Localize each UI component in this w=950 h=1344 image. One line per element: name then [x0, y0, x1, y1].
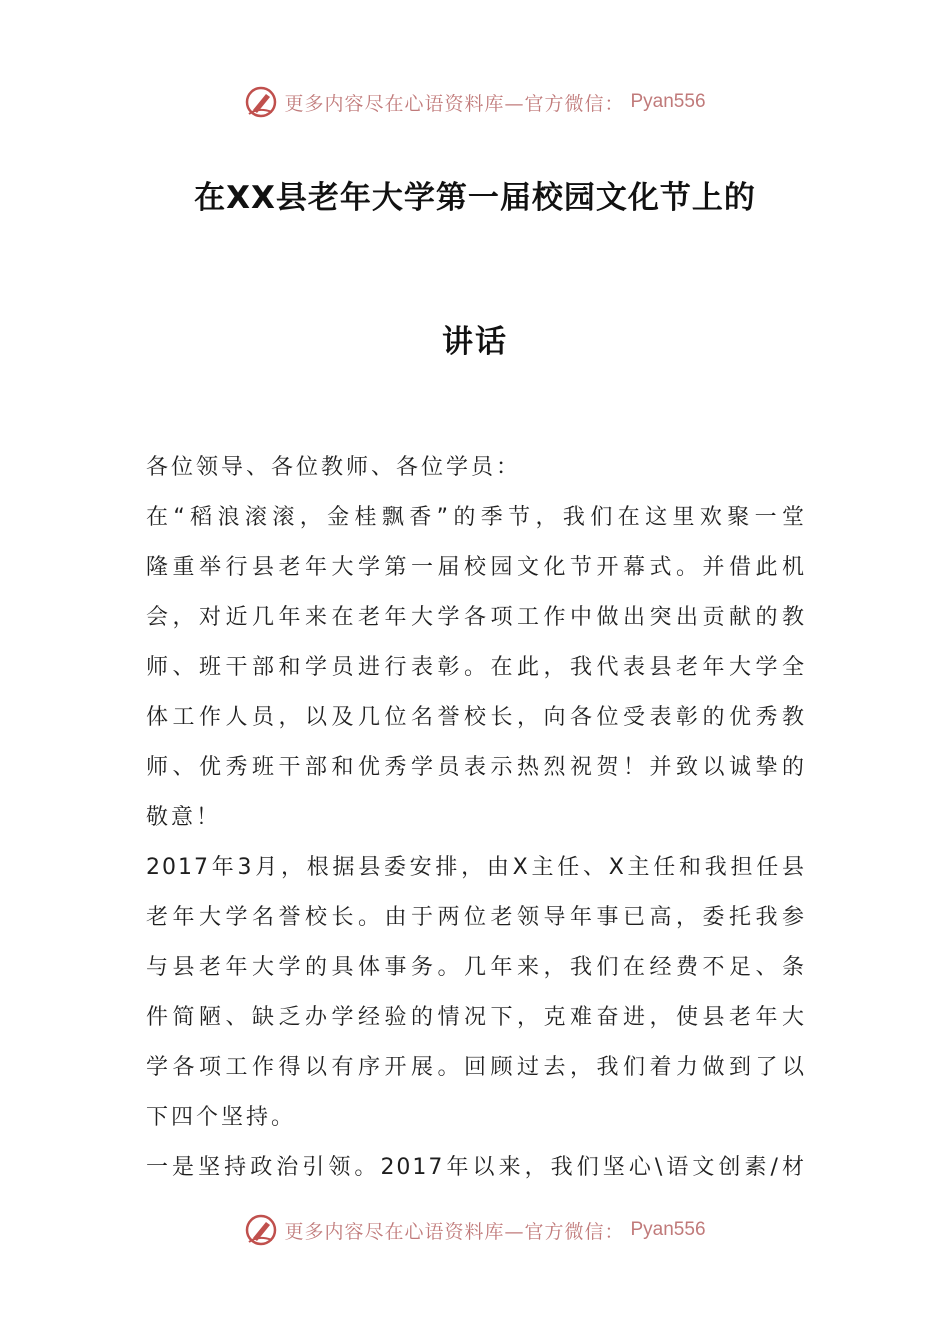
body-line: 在“稻浪滚滚，金桂飘香”的季节，我们在这里欢聚一堂: [146, 505, 806, 530]
body-line-row: [146, 1048, 806, 1098]
body-line-row: [146, 698, 806, 748]
body-line: 件简陋、缺乏办学经验的情况下，克难奋进，使县老年大: [146, 1005, 806, 1030]
watermark-text: 更多内容尽在心语资料库—官方微信：: [284, 92, 625, 115]
body-line-row: [146, 548, 806, 598]
watermark-contact: Pyan556: [630, 1219, 706, 1240]
body-line: 会，对近几年来在老年大学各项工作中做出突出贡献的教: [146, 605, 806, 630]
body-line: 一是坚持政治引领。2017年以来，我们坚心\语文创素/材: [146, 1155, 806, 1180]
body-line-row: [146, 898, 806, 948]
document-title-line-1: 在XX县老年大学第一届校园文化节上的: [194, 180, 756, 216]
body-line: 学各项工作得以有序开展。回顾过去，我们着力做到了以: [146, 1055, 806, 1080]
body-line-row: [146, 948, 806, 998]
body-line-row: [146, 1148, 806, 1198]
pen-logo-icon: [244, 1213, 278, 1247]
document-body: [146, 448, 806, 1198]
body-line-row: [146, 1098, 806, 1148]
body-line: 各位领导、各位教师、各位学员：: [146, 455, 522, 480]
body-line: 师、优秀班干部和优秀学员表示热烈祝贺！并致以诚挚的: [146, 755, 806, 780]
body-line-row: [146, 998, 806, 1048]
body-line: 下四个坚持。: [146, 1105, 297, 1130]
document-title-line-2: 讲话: [442, 324, 508, 360]
watermark-text: 更多内容尽在心语资料库—官方微信：: [284, 1220, 625, 1243]
body-line-row: [146, 598, 806, 648]
pen-logo-icon: [244, 85, 278, 119]
body-line-row: [146, 798, 806, 848]
body-line: 体工作人员，以及几位名誉校长，向各位受表彰的优秀教: [146, 705, 806, 730]
watermark-footer: [0, 1210, 950, 1250]
body-line: 师、班干部和学员进行表彰。在此，我代表县老年大学全: [146, 655, 806, 680]
watermark-contact: Pyan556: [630, 91, 706, 112]
body-line: 隆重举行县老年大学第一届校园文化节开幕式。并借此机: [146, 555, 806, 580]
body-line: 敬意！: [146, 805, 222, 830]
body-line-row: [146, 748, 806, 798]
body-line-row: [146, 848, 806, 898]
watermark-header: [0, 82, 950, 122]
body-line-row: [146, 648, 806, 698]
salutation: [146, 448, 806, 498]
body-line: 2017年3月，根据县委安排，由X主任、X主任和我担任县: [146, 855, 806, 880]
body-line: 老年大学名誉校长。由于两位老领导年事已高，委托我参: [146, 905, 806, 930]
body-line-row: [146, 498, 806, 548]
body-line: 与县老年大学的具体事务。几年来，我们在经费不足、条: [146, 955, 806, 980]
